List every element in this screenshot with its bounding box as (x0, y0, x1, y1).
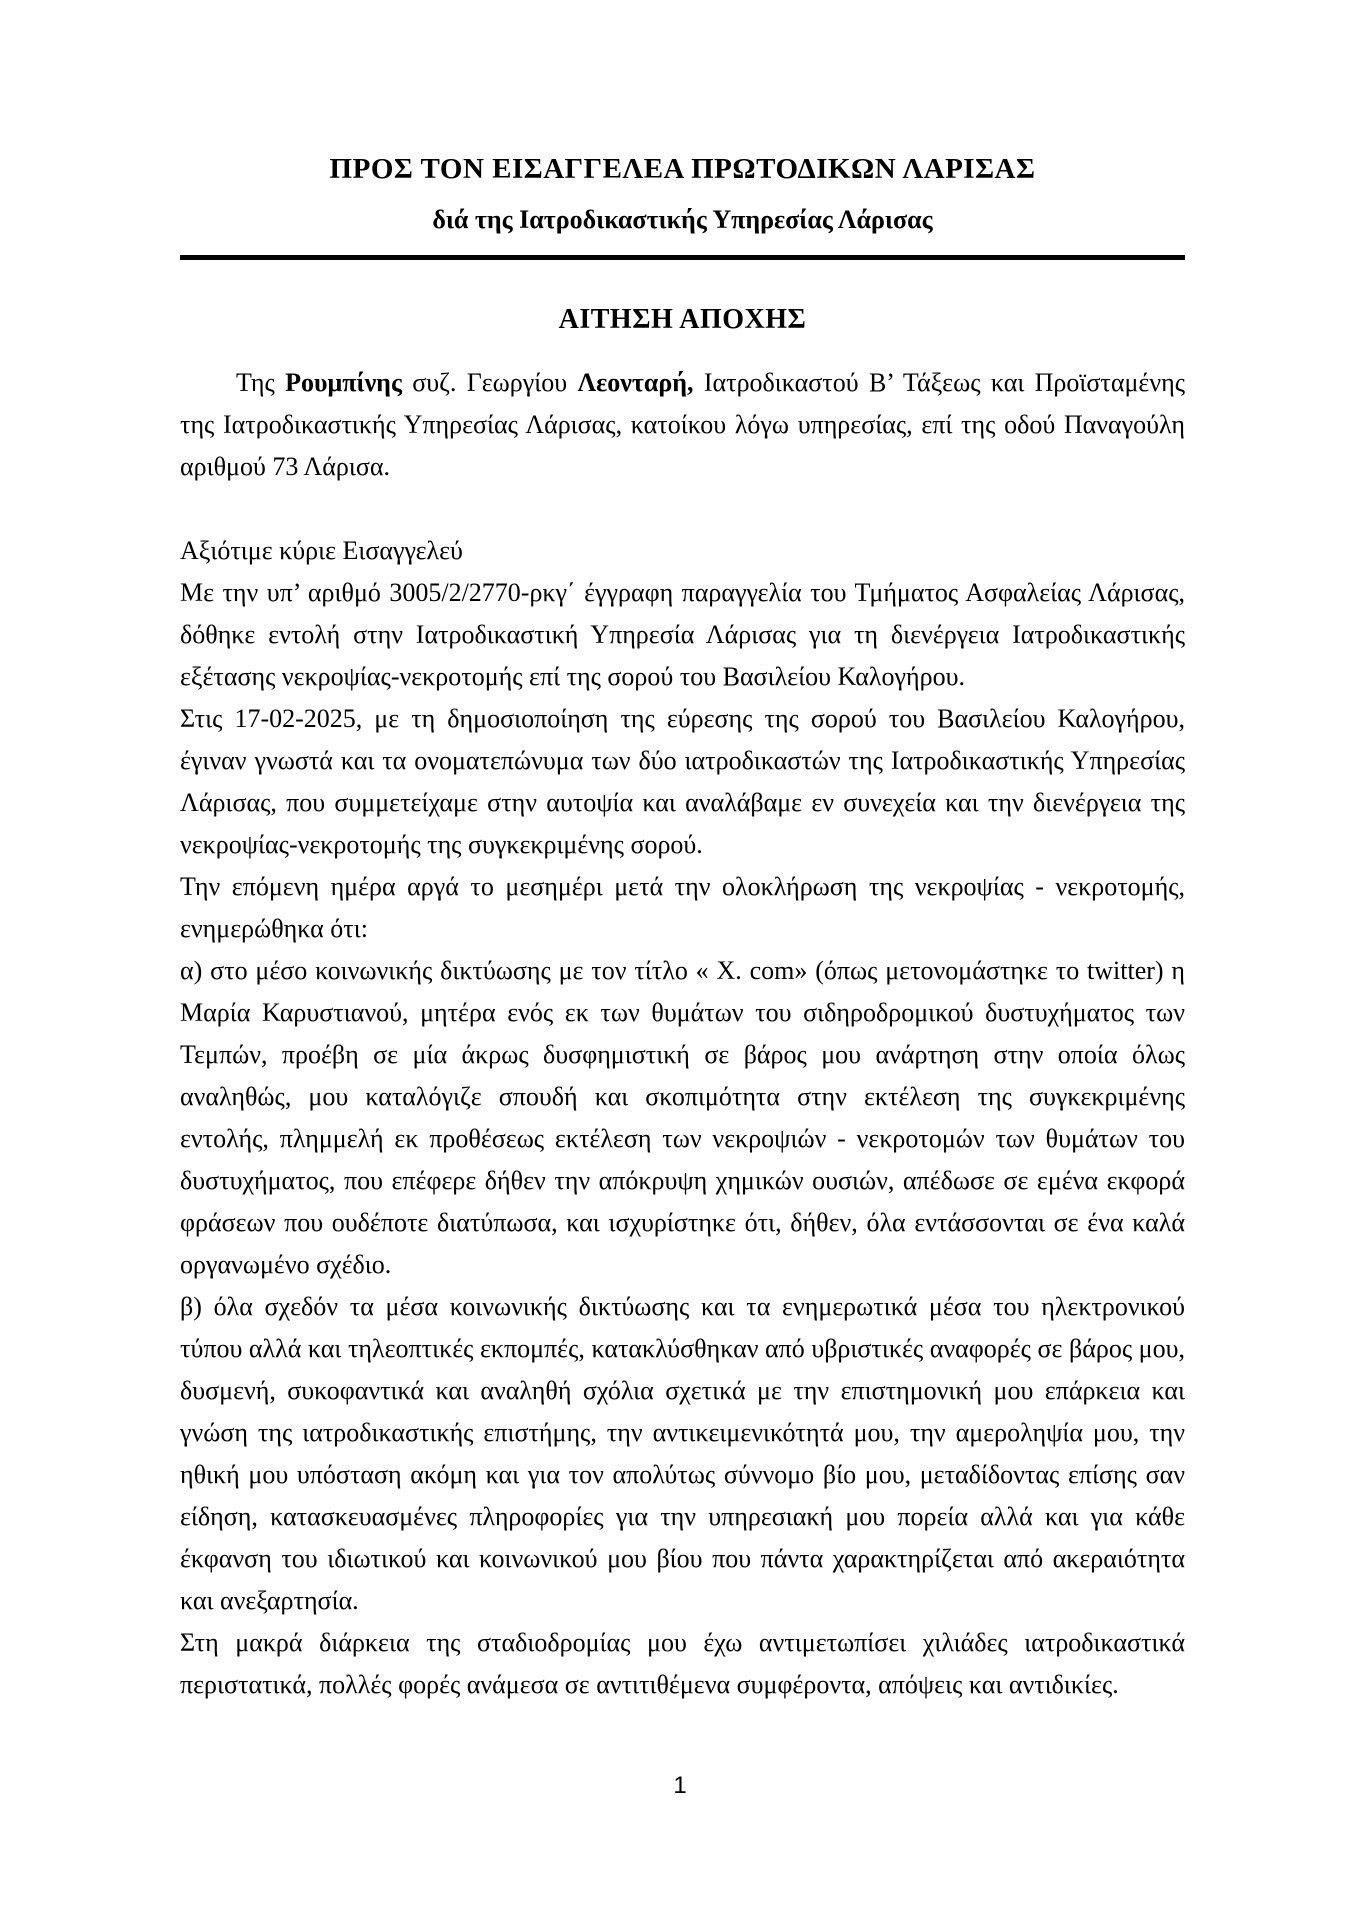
paragraph-next-day-notice: Την επόμενη ημέρα αργά το μεσημέρι μετά την ολοκλήρωση της νεκροψίας - νεκροτομής, ενημερώθηκα ότι: (180, 872, 1185, 943)
paragraph-order-assignment: Με την υπ’ αριθμό 3005/2/2770-ρκγ΄ έγγραφη παραγγελία του Τμήματος Ασφαλείας Λάρισας, δόθηκε εντολή στην Ιατροδικαστική Υπηρεσία Λάρισας για τη διενέργεια Ιατροδικαστικής εξέτασης νεκροψίας-νεκροτομής επί της σορού του Βασιλείου Καλογήρου. (180, 578, 1185, 691)
intro-segment: Της (236, 368, 286, 397)
salutation-line: Αξιότιμε κύριε Εισαγγελεύ (180, 536, 463, 565)
paragraph-point-a-social-media-post: α) στο μέσο κοινωνικής δικτύωσης με τον τίτλο « Χ. com» (όπως μετονομάστηκε το twitter) η Μαρία Καρυστιανού, μητέρα ενός εκ των θυμάτων του σιδηροδρομικού δυστυχήματος των Τεμπών, προέβη σε μία άκρως δυσφημιστική σε βάρος μου ανάρτηση στην οποία όλως αναληθώς, μου καταλόγιζε σπουδή και σκοπιμότητα στην εκτέλεση της συγκεκριμένης εντολής, πλημμελή εκ προθέσεως εκτέλεση των νεκροψιών - νεκροτομών των θυμάτων του δυστυχήματος, που επέφερε δήθεν την απόκρυψη χημικών ουσιών, απέδωσε σε εμένα εκφορά φράσεων που ουδέποτε διατύπωσα, και ισχυρίστηκε ότι, δήθεν, όλα εντάσσονται σε ένα καλά οργανωμένο σχέδιο. (180, 956, 1185, 1279)
applicant-last-name: Λεονταρή, (577, 368, 694, 397)
header-recipient-line: ΠΡΟΣ ΤΟΝ ΕΙΣΑΓΓΕΛΕΑ ΠΡΩΤΟΔΙΚΩΝ ΛΑΡΙΣΑΣ (329, 153, 1036, 185)
paragraph-publication-of-names: Στις 17-02-2025, με τη δημοσιοποίηση της εύρεσης της σορού του Βασιλείου Καλογήρου, έγιναν γνωστά και τα ονοματεπώνυμα των δύο ιατροδικαστών της Ιατροδικαστικής Υπηρεσίας Λάρισας, που συμμετείχαμε στην αυτοψία και αναλάβαμε εν συνεχεία και την διενέργεια της νεκροψίας-νεκροτομής της συγκεκριμένης σορού. (180, 704, 1185, 859)
intro-paragraph (180, 362, 1185, 488)
document-header (180, 150, 1185, 237)
applicant-first-name: Ρουμπίνης (285, 368, 402, 397)
header-divider-rule (180, 255, 1185, 260)
paragraph-career-statement: Στη μακρά διάρκεια της σταδιοδρομίας μου έχω αντιμετωπίσει χιλιάδες ιατροδικαστικά περιστατικά, πολλές φορές ανάμεσα σε αντιτιθέμενα συμφέροντα, απόψεις και αντιδικίες. (180, 1628, 1185, 1699)
paragraph-point-b-media-reports: β) όλα σχεδόν τα μέσα κοινωνικής δικτύωσης και τα ενημερωτικά μέσα του ηλεκτρονικού τύπου αλλά και τηλεοπτικές εκπομπές, κατακλύσθηκαν από υβριστικές αναφορές σε βάρος μου, δυσμενή, συκοφαντικά και αναληθή σχόλια σχετικά με την επιστημονική μου επάρκεια και γνώση της ιατροδικαστικής επιστήμης, την αντικειμενικότητά μου, την αμεροληψία μου, την ηθική μου υπόσταση ακόμη και για τον απολύτως σύννομο βίο μου, μεταδίδοντας επίσης σαν είδηση, κατασκευασμένες πληροφορίες για την υπηρεσιακή μου πορεία αλλά και για κάθε έκφανση του ιδιωτικού και κοινωνικού μου βίου που πάντα χαρακτηρίζεται από ακεραιότητα και ανεξαρτησία. (180, 1292, 1185, 1615)
page-number: 1 (673, 1772, 687, 1799)
intro-segment: συζ. Γεωργίου (401, 368, 578, 397)
header-via-line: διά της Ιατροδικαστικής Υπηρεσίας Λάρισας (432, 205, 933, 234)
intro-segment: Ιατροδικαστού Β’ Τάξεως και Προϊσταμένης της Ιατροδικαστικής Υπηρεσίας Λάρισας, κατοίκου λόγω υπηρεσίας, επί της οδού Παναγούλη αριθμού 73 Λάρισα. (180, 368, 1185, 481)
document-title: ΑΙΤΗΣΗ ΑΠΟΧΗΣ (558, 304, 807, 335)
